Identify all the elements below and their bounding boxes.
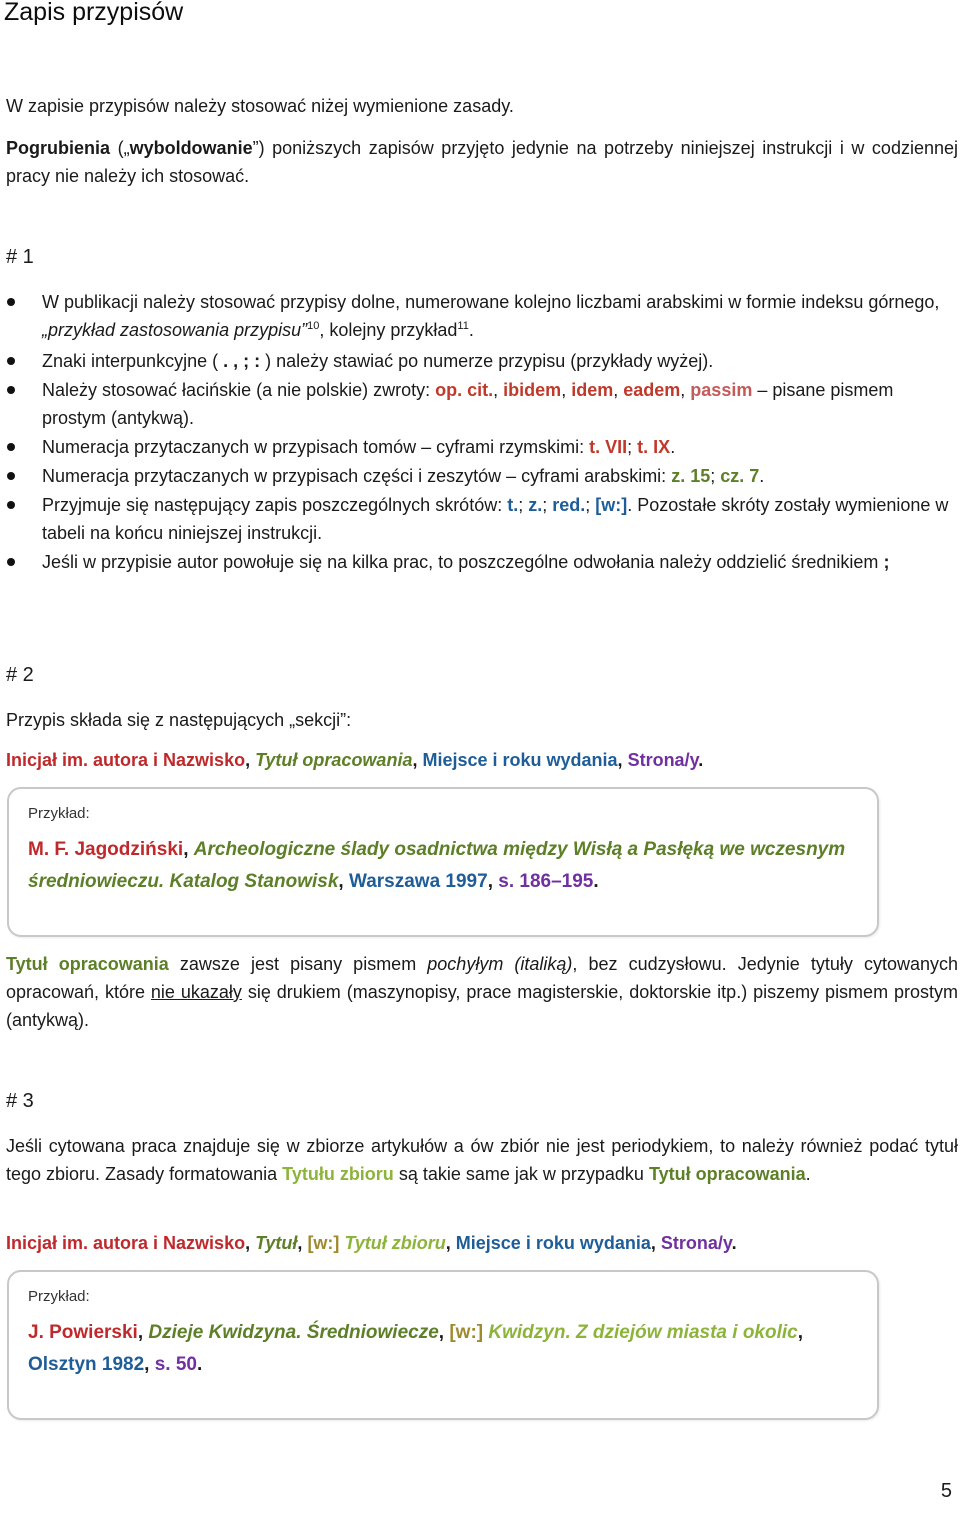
- separator: .: [197, 1354, 203, 1375]
- collection-format: [6, 1229, 958, 1257]
- separator: ,: [245, 1233, 256, 1253]
- example-author: J. Powierski: [28, 1322, 138, 1343]
- rule-text: Należy stosować łacińskie (a nie polskie) zwroty:: [42, 380, 436, 400]
- example-in-marker: [w:]: [449, 1322, 484, 1343]
- separator: .: [670, 437, 676, 457]
- separator: ,: [487, 871, 499, 892]
- section-1-heading: # 1: [6, 246, 34, 268]
- list-item: [0, 347, 960, 375]
- bullet-icon: [7, 357, 15, 365]
- bold-word: wyboldowanie: [129, 138, 253, 158]
- separator: ,: [650, 1233, 661, 1253]
- rules-list: [0, 288, 960, 577]
- section-2-heading: # 2: [6, 664, 34, 686]
- bold-term: Pogrubienia: [6, 138, 111, 158]
- underlined-term: nie ukazały: [150, 982, 242, 1002]
- latin-term: passim: [690, 380, 753, 400]
- punctuation-marks: . , ; :: [223, 351, 261, 371]
- separator: ,: [297, 1233, 308, 1253]
- separator: ,: [245, 750, 256, 770]
- separator: ,: [617, 750, 628, 770]
- footnote-example: „przykład zastosowania przypisu”: [42, 320, 308, 340]
- example-author: M. F. Jagodziński: [28, 839, 184, 860]
- latin-term: ibidem: [503, 380, 562, 400]
- italic-term: pochyłym (italiką): [427, 954, 573, 974]
- separator: .: [805, 1164, 811, 1184]
- page-number: 5: [940, 1480, 952, 1502]
- example-label: Przykład:: [28, 1288, 90, 1305]
- issue-example: z. 15: [671, 466, 711, 486]
- format-title: Tytuł: [255, 1233, 298, 1253]
- collection-term: Tytułu zbioru: [282, 1164, 394, 1184]
- separator: ,: [144, 1354, 155, 1375]
- rule-text: Przyjmuje się następujący zapis poszczególnych skrótów:: [42, 495, 508, 515]
- paragraph-text: , bez cudzysłowu. Jedynie tytuły cytowanych opracowań, które: [6, 954, 958, 1002]
- format-author: Inicjał im. autora i Nazwisko: [6, 1233, 246, 1253]
- semicolon-mark: ;: [883, 552, 890, 572]
- example-title: Dzieje Kwidzyna. Średniowiecze: [148, 1322, 439, 1343]
- footnote-number: 11: [457, 320, 469, 332]
- abbreviation: t.: [507, 495, 519, 515]
- volume-example: t. IX: [637, 437, 671, 457]
- example-footnote: [28, 1317, 858, 1381]
- separator: .: [698, 750, 704, 770]
- bullet-icon: [7, 386, 15, 394]
- separator: ,: [183, 839, 194, 860]
- paragraph-text: są takie same jak w przypadku: [393, 1164, 649, 1184]
- abbreviation: z.: [528, 495, 543, 515]
- example-title: Archeologiczne ślady osadnictwa między Wisłą a Pasłęką we wczesnym średniowieczu. Katalog Stanowisk: [28, 839, 846, 892]
- paragraph-text: zawsze jest pisany pismem: [168, 954, 428, 974]
- list-item: [0, 288, 960, 344]
- example-collection: Kwidzyn. Z dziejów miasta i okolic: [488, 1322, 798, 1343]
- separator: ;: [585, 495, 596, 515]
- example-box: [7, 1270, 879, 1420]
- paragraph-text: Jeśli cytowana praca znajduje się w zbiorze artykułów a ów zbiór nie jest periodykiem, to należy również podać tytuł tego zbioru. Zasady formatowania: [6, 1136, 958, 1184]
- format-title: Tytuł opracowania: [255, 750, 413, 770]
- example-label: Przykład:: [28, 805, 90, 822]
- separator: .: [759, 466, 765, 486]
- separator: ;: [627, 437, 638, 457]
- title-rule-paragraph: [6, 950, 958, 1034]
- rule-text: – pisane pismem prostym (antykwą).: [42, 380, 894, 428]
- rule-text: ) należy stawiać po numerze przypisu (przykłady wyżej).: [260, 351, 714, 371]
- example-place: Warszawa 1997: [348, 871, 488, 892]
- separator: .: [593, 871, 599, 892]
- rule-text: . Pozostałe skróty zostały wymienione w tabeli na końcu niniejszej instrukcji.: [42, 495, 949, 543]
- page-title: Zapis przypisów: [4, 0, 184, 26]
- bullet-icon: [7, 558, 15, 566]
- format-author: Inicjał im. autora i Nazwisko: [6, 750, 246, 770]
- rule-text: Znaki interpunkcyjne (: [42, 351, 224, 371]
- footnote-format: [6, 746, 958, 774]
- section-3-heading: # 3: [6, 1090, 34, 1112]
- list-item: [0, 491, 960, 547]
- collection-rule-paragraph: [6, 1132, 958, 1188]
- list-item: [0, 548, 960, 576]
- example-pages: s. 186–195: [498, 871, 594, 892]
- footnote-number: 10: [307, 320, 320, 332]
- list-item: [0, 376, 960, 432]
- bullet-icon: [7, 298, 15, 306]
- issue-example: cz. 7: [720, 466, 760, 486]
- separator: ,: [338, 871, 349, 892]
- paragraph-text: ”) poniższych zapisów przyjęto jedynie na potrzeby niniejszej instrukcji i w codziennej pracy nie należy ich stosować.: [6, 138, 958, 186]
- rule-text: Numeracja przytaczanych w przypisach części i zeszytów – cyframi arabskimi:: [42, 466, 672, 486]
- format-place: Miejsce i roku wydania: [422, 750, 618, 770]
- separator: .: [731, 1233, 737, 1253]
- separator: ;: [710, 466, 721, 486]
- separator: ,: [137, 1322, 149, 1343]
- example-place: Olsztyn 1982: [28, 1354, 145, 1375]
- separator: ,: [493, 380, 504, 400]
- format-pages: Strona/y: [660, 1233, 732, 1253]
- bullet-icon: [7, 443, 15, 451]
- separator: ,: [613, 380, 624, 400]
- separator: ,: [561, 380, 572, 400]
- abbreviation: red.: [552, 495, 586, 515]
- list-item: [0, 462, 960, 490]
- abbreviation: [w:]: [595, 495, 628, 515]
- separator: ,: [797, 1322, 804, 1343]
- list-item: [0, 433, 960, 461]
- intro-line: W zapisie przypisów należy stosować niżej wymienione zasady.: [6, 96, 514, 116]
- separator: ;: [518, 495, 529, 515]
- bullet-icon: [7, 472, 15, 480]
- example-footnote: [28, 834, 858, 898]
- rule-text: , kolejny przykład: [319, 320, 458, 340]
- latin-term: idem: [571, 380, 614, 400]
- rule-text: Numeracja przytaczanych w przypisach tomów – cyframi rzymskimi:: [42, 437, 590, 457]
- volume-example: t. VII: [589, 437, 628, 457]
- paragraph-text: („: [110, 138, 130, 158]
- format-collection: Tytuł zbioru: [344, 1233, 446, 1253]
- bullet-icon: [7, 501, 15, 509]
- separator: ,: [412, 750, 423, 770]
- separator: ;: [542, 495, 553, 515]
- paragraph-text: się drukiem (maszynopisy, prace magisterskie, doktorskie itp.) piszemy pismem prostym (antykwą).: [6, 982, 958, 1030]
- title-term: Tytuł opracowania: [6, 954, 169, 974]
- section-2-intro: Przypis składa się z następujących „sekcji”:: [6, 710, 352, 730]
- format-pages: Strona/y: [627, 750, 699, 770]
- separator: ,: [680, 380, 691, 400]
- separator: ,: [438, 1322, 450, 1343]
- intro-bold-note: [6, 134, 958, 190]
- rule-text: W publikacji należy stosować przypisy dolne, numerowane kolejno liczbami arabskimi w formie indeksu górnego,: [42, 292, 940, 312]
- latin-term: op. cit.: [435, 380, 494, 400]
- example-box: [7, 787, 879, 937]
- example-pages: s. 50: [154, 1354, 197, 1375]
- title-term: Tytuł opracowania: [648, 1164, 806, 1184]
- latin-term: eadem: [623, 380, 681, 400]
- rule-text: .: [468, 320, 474, 340]
- separator: ,: [445, 1233, 456, 1253]
- format-place: Miejsce i roku wydania: [455, 1233, 651, 1253]
- rule-text: Jeśli w przypisie autor powołuje się na kilka prac, to poszczególne odwołania należy oddzielić średnikiem: [42, 552, 884, 572]
- format-in-marker: [w:]: [307, 1233, 340, 1253]
